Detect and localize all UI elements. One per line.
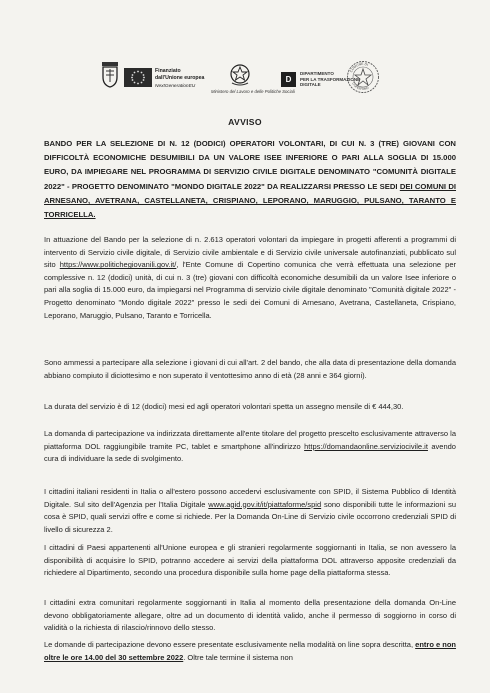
dfd-logo-icon: D [281,72,296,87]
italian-republic-emblem-icon [229,63,251,87]
servizio-civile-stamp-icon [345,60,381,94]
p4-text-before: La domanda di partecipazione va indirizzata direttamente all'ente titolare del progetto prescelto esclusivamente attraverso la piattaforma DOL raggiungibile tramite PC, tablet e smartphone all'indirizzo [44,429,456,451]
eu-line-2: dall'Unione europea [155,74,205,81]
logo-header [0,58,490,102]
paragraph-eu-citizens: I cittadini di Paesi appartenenti all'Unione europea e gli stranieri regolarmente soggiornanti in Italia, se non avessero la disponibilità di acquisire lo SPID, potranno accedere ai servizi della piattaforma DOL attraverso apposite credenziali da richiedere al Dipartimento, secondo una procedura disponibile sulla home page della piattaforma stessa. [44,543,456,578]
p1-text-before: In attuazione del Bando per la selezione di n. 2.613 operatori volontari da impiegare in progetti afferenti a programmi di intervento di Servizio civile digitale, di Servizio civile ambientale e di Servizio civile universale autofinanziati, pubblicato sul sito [44,235,456,270]
notice-title: AVVISO [228,117,262,127]
call-heading-municipalities: DEI COMUNI DI ARNESANO, AVETRANA, CASTELLANETA, CRISPIANO, LEPORANO, MARUGGIO, PULSANO, TARANTO E TORRICELLA. [44,181,457,220]
call-heading [44,137,456,222]
paragraph-extra-eu-citizens: I cittadini extra comunitari regolarmente soggiornanti in Italia al momento della presentazione della domanda On-Line devono obbligatoriamente allegare, oltre ad un documento di identità valido, anche il permesso di soggiorno in corso di validità o la richiesta di rilascio/rinnovo dello stesso. [44,598,456,633]
call-heading-text: BANDO PER LA SELEZIONE DI N. 12 (DODICI) OPERATORI VOLONTARI, DI CUI N. 3 (TRE) GIOVANI CON DIFFICOLTÀ ECONOMICHE DESUMIBILI DA UN VALORE ISEE INFERIORE O PARI ALLA SOGLIA DI 15.000 EURO, DA IMPIEGARE NEL PROGRAMMA DI SERVIZIO CIVILE DIGITALE DENOMINATO "COMUNITÀ DIGITALE 2022" - PROGETTO DENOMINATO "MONDO DIGITALE 2022" DA REALIZZARSI PRESSO LE SEDI [44,139,456,191]
municipal-crest-icon [100,62,120,88]
eu-funding-label [155,68,204,81]
nextgeneu-label: NextGenerationEU [155,84,196,89]
p1-text-after: , l'Ente Comune di Copertino comunica che verrà effettuata una selezione per complessive n. 12 (dodici) unità, di cui n. 3 (tre) giovani con difficoltà economiche desumibili da un valore Isee inferiore o pari alla soglia di 15.000 euro, da impiegarsi nel Programma di servizio civile digitale denominato "Comunità digitale 2022" - Progetto denominato "Mondo digitale 2022" presso le sedi dei Comuni di Arnesano, Avetrana, Castellaneta, Crispiano, Leporano, Maruggio, Pulsano, Taranto e Torricella. [44,260,456,320]
dfd-line-1: DIPARTIMENTO [300,71,334,76]
p8-text-before: Le domande di partecipazione devono essere presentate esclusivamente nella modalità on line sopra descritta, [44,640,416,649]
ministry-label: Ministero del Lavoro e delle Politiche Sociali [211,89,295,94]
paragraph-spid [44,486,456,536]
stamp-bottom-text: COPERTINO [351,81,370,92]
paragraph-duration: La durata del servizio è di 12 (dodici) mesi ed agli operatori volontari spetta un assegno mensile di € 444,30. [44,402,404,411]
deadline-text: entro e non oltre le ore 14.00 del 30 settembre 2022 [44,640,457,662]
p4-text-after: avendo cura di individuare la sede di svolgimento. [44,441,456,464]
paragraph-deadline [44,639,456,664]
agid-spid-link[interactable]: www.agid.gov.it/it/piattaforme/spid [208,499,322,509]
eu-line-1: Finanziato [155,68,181,74]
p5-text-after: sono disponibili tutte le informazioni su cosa è SPID, quali servizi offre e come si richiede. Per la Domanda On-Line di Servizio civile occorrono credenziali SPID di livello di sicurezza 2. [44,499,456,534]
domanda-online-link[interactable]: https://domandaonline.serviziocivile.it [304,441,428,451]
politiche-giovanili-link[interactable]: https://www.politichegiovanili.gov.it/ [59,260,177,270]
paragraph-eligibility: Sono ammessi a partecipare alla selezione i giovani di cui all'art. 2 del bando, che alla data di presentazione della domanda abbiano compiuto il diciottesimo e non superato il ventottesimo anno di età (28 anni e 364 giorni). [44,358,456,380]
paragraph-implementation [44,234,456,322]
dfd-line-2: PER LA TRASFORMAZIONE [300,76,361,82]
dfd-line-3: DIGITALE [300,82,321,87]
p5-text-before: I cittadini italiani residenti in Italia o all'estero possono accedervi esclusivamente con SPID, il Sistema Pubblico di Identità Digitale. Sul sito dell'Agenzia per l'Italia Digitale [44,487,456,509]
paragraph-application [44,428,456,466]
eu-flag-icon [124,68,152,87]
p8-text-after: . Oltre tale termine il sistema non [183,652,293,662]
stamp-top-text: COMUNE DI [349,61,369,74]
